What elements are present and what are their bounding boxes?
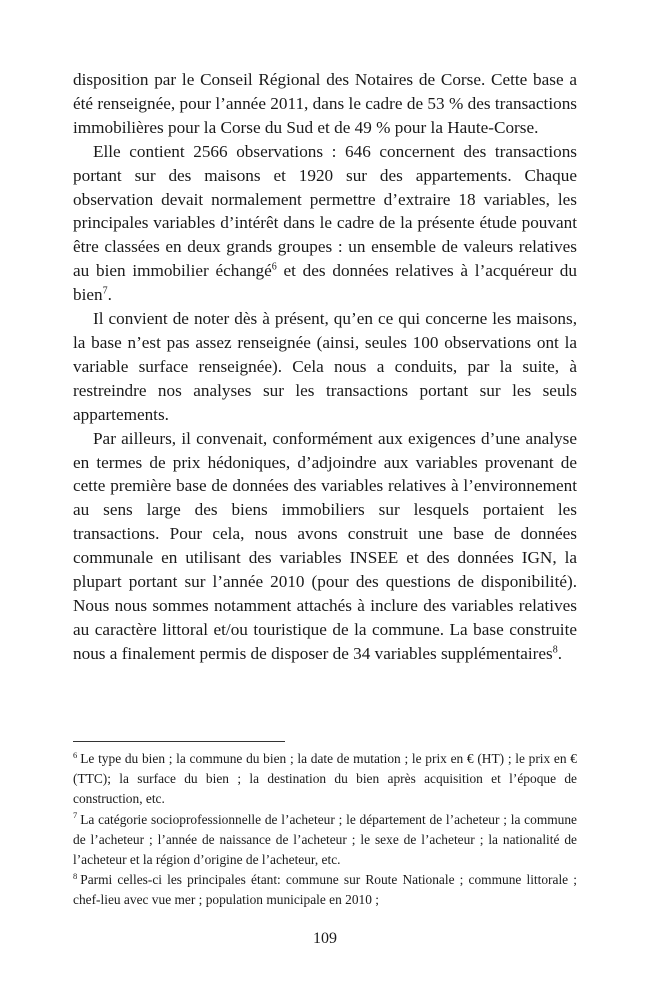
footnote-7-text: La catégorie socioprofessionnelle de l’acheteur ; le département de l’acheteur ; la commune de l’acheteur ; l’année de naissance de l’acheteur ; le sexe de l’acheteur ; la nationalité de l’acheteur et la région d’origine de l’acheteur, etc. bbox=[73, 811, 577, 868]
page-number: 109 bbox=[313, 930, 337, 947]
paragraph-1 bbox=[73, 68, 577, 140]
footnote-7-number: 7 bbox=[73, 810, 78, 821]
paragraph-4 bbox=[73, 427, 577, 666]
paragraph-2 bbox=[73, 140, 577, 307]
footnote-8-number: 8 bbox=[73, 870, 78, 881]
paragraph-4-text-a: Par ailleurs, il convenait, conformément aux exigences d’une analyse en termes de prix hédoniques, d’adjoindre aux variables provenant de cette première base de données des variables relatives à l’environnement au sens large des biens immobiliers sur lesquels portaient les transactions. Pour cela, nous avons construit une base de données communale en utilisant des variables INSEE et des données IGN, la plupart portant sur l’année 2010 (pour des questions de disponibilité). Nous nous sommes notamment attachés à inclure des variables relatives au caractère littoral et/ou touristique de la commune. La base construite nous a finalement permis de disposer de 34 variables supplémentaires bbox=[73, 428, 577, 663]
footnotes-section bbox=[73, 749, 577, 911]
footnote-6-number: 6 bbox=[73, 749, 78, 760]
footnote-6 bbox=[73, 749, 577, 810]
main-text-block bbox=[73, 68, 577, 666]
footnote-ref-6[interactable]: 6 bbox=[271, 261, 277, 273]
paragraph-1-text: disposition par le Conseil Régional des Notaires de Corse. Cette base a été renseignée, pour l’année 2011, dans le cadre de 53 % des transactions immobilières pour la Corse du Sud et de 49 % pour la Haute-Corse. bbox=[73, 70, 577, 137]
paragraph-3 bbox=[73, 307, 577, 427]
footnote-ref-8[interactable]: 8 bbox=[552, 644, 558, 656]
paragraph-2-text-a: Elle contient 2566 observations : 646 concernent des transactions portant sur des maisons et 1920 sur des appartements. Chaque observation devait normalement permettre d’extraire 18 variables, les principales variables d’intérêt dans le cadre de la présente étude pouvant être classées en deux grands groupes : un ensemble de valeurs relatives au bien immobilier échangé bbox=[73, 141, 577, 281]
paragraph-3-text: Il convient de noter dès à présent, qu’en ce qui concerne les maisons, la base n’est pas assez renseignée (ainsi, seules 100 observations ont la variable surface renseignée). Cela nous a conduits, par la suite, à restreindre nos analyses sur les transactions portant sur les seuls appartements. bbox=[73, 309, 577, 424]
footnote-7 bbox=[73, 810, 577, 871]
footnote-8 bbox=[73, 870, 577, 910]
footnote-8-text: Parmi celles-ci les principales étant: commune sur Route Nationale ; commune littorale ; chef-lieu avec vue mer ; population municipale en 2010 ; bbox=[73, 872, 577, 908]
paragraph-2-text-b: et des données relatives à l’acquéreur du bien bbox=[73, 261, 577, 305]
paragraph-4-text-b: . bbox=[557, 643, 562, 663]
footnote-separator bbox=[73, 741, 285, 742]
footnote-6-text: Le type du bien ; la commune du bien ; la date de mutation ; le prix en € (HT) ; le prix en € (TTC); la surface du bien ; la destination du bien après acquisition et l’époque de construction, etc. bbox=[73, 751, 577, 807]
footnote-ref-7[interactable]: 7 bbox=[102, 285, 108, 297]
paragraph-2-text-c: . bbox=[107, 285, 112, 305]
body-text bbox=[73, 68, 577, 666]
